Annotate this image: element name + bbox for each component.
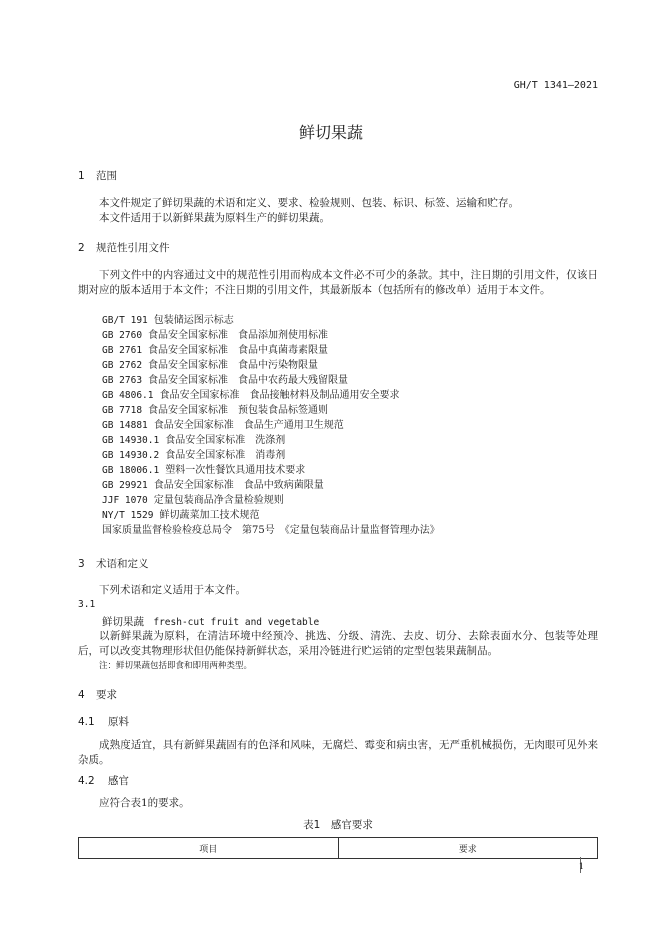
- reference-item: [78, 358, 598, 373]
- reference-title: 塑料一次性餐饮具通用技术要求: [165, 465, 306, 476]
- subsection-title: 感官: [108, 775, 129, 787]
- subsection-title: 原料: [108, 716, 129, 728]
- reference-code: GB 2761: [102, 345, 143, 356]
- reference-code: GB 7718: [102, 405, 143, 416]
- reference-item: [78, 388, 598, 403]
- reference-item: [78, 418, 598, 433]
- section-2-heading: [78, 240, 598, 255]
- section-1-heading: [78, 168, 598, 183]
- reference-code: GB 14881: [102, 420, 148, 431]
- reference-code: GB 14930.1: [102, 435, 160, 446]
- term-chinese: 鲜切果蔬: [102, 616, 144, 628]
- sensory-table: [78, 837, 598, 859]
- section-4-heading: [78, 687, 598, 702]
- table-caption: 表1 感官要求: [303, 819, 373, 831]
- reference-item: [78, 373, 598, 388]
- term-entry: [102, 614, 598, 629]
- reference-code: GB 18006.1: [102, 465, 160, 476]
- table-header-row: [79, 838, 598, 859]
- section-number: 2: [78, 242, 85, 254]
- reference-title: 食品安全国家标准 消毒剂: [165, 450, 286, 461]
- reference-code: GB 2762: [102, 360, 143, 371]
- page-number: 1: [578, 862, 584, 871]
- section-number: 4: [78, 689, 85, 701]
- reference-title: 食品安全国家标准 食品接触材料及制品通用安全要求: [159, 390, 400, 401]
- section-3-heading: [78, 556, 598, 571]
- reference-title: 鲜切蔬菜加工技术规范: [159, 510, 260, 521]
- document-title: 鲜切果蔬: [298, 123, 363, 142]
- reference-title: 定量包装商品净含量检验规则: [153, 495, 284, 506]
- reference-list: [78, 313, 598, 538]
- subsection-number: 4.1: [78, 716, 95, 728]
- reference-item: [78, 523, 598, 538]
- reference-title: 包装储运图示标志: [153, 315, 234, 326]
- section-number: 1: [78, 170, 85, 182]
- reference-item: [78, 343, 598, 358]
- subsection-number: 4.2: [78, 775, 95, 787]
- reference-item: [78, 493, 598, 508]
- reference-title: 食品安全国家标准 食品中致病菌限量: [153, 480, 324, 491]
- reference-title: 食品安全国家标准 洗涤剂: [165, 435, 286, 446]
- reference-title: 食品安全国家标准 食品生产通用卫生规范: [153, 420, 344, 431]
- reference-code: GB 14930.2: [102, 450, 160, 461]
- table-header-cell: 要求: [338, 838, 598, 859]
- section-title: 范围: [96, 170, 117, 182]
- reference-code: GB 2763: [102, 375, 143, 386]
- reference-title: 食品安全国家标准 食品中真菌毒素限量: [148, 345, 329, 356]
- section-4-2-heading: [78, 773, 598, 788]
- paragraph: 应符合表1的要求。: [99, 797, 190, 809]
- reference-code: GB 29921: [102, 480, 148, 491]
- section-title: 要求: [96, 689, 117, 701]
- table-header-cell: 项目: [79, 838, 339, 859]
- reference-code: GB/T 191: [102, 315, 148, 326]
- reference-title: 食品安全国家标准 食品中农药最大残留限量: [148, 375, 349, 386]
- reference-code: JJF 1070: [102, 495, 148, 506]
- paragraph: 下列文件中的内容通过文中的规范性引用而构成本文件必不可少的条款。其中，注日期的引用文件，仅该日期对应的版本适用于本文件；不注日期的引用文件，其最新版本（包括所有的修改单）适用于本文件。: [78, 269, 598, 296]
- note: 注：鲜切果蔬包括即食和即用两种类型。: [99, 661, 253, 671]
- reference-title: 食品安全国家标准 食品中污染物限量: [148, 360, 319, 371]
- reference-item: [78, 433, 598, 448]
- term-number: 3.1: [78, 599, 96, 610]
- reference-code: GB 4806.1: [102, 390, 154, 401]
- reference-item: [78, 328, 598, 343]
- reference-title: 食品安全国家标准 食品添加剂使用标准: [148, 330, 329, 341]
- reference-item: [78, 313, 598, 328]
- standard-number: GH/T 1341—2021: [513, 80, 598, 91]
- reference-title: 食品安全国家标准 预包装食品标签通则: [148, 405, 329, 416]
- paragraph: 成熟度适宜，具有新鲜果蔬固有的色泽和风味，无腐烂、霉变和病虫害，无严重机械损伤，无肉眼可见外来杂质。: [78, 739, 598, 766]
- reference-code: NY/T 1529: [102, 510, 154, 521]
- paragraph: 本文件规定了鲜切果蔬的术语和定义、要求、检验规则、包装、标识、标签、运输和贮存。: [99, 197, 519, 209]
- definition: 以新鲜果蔬为原料，在清洁环境中经预冷、挑选、分级、清洗、去皮、切分、去除表面水分、包装等处理后，可以改变其物理形状但仍能保持新鲜状态，采用冷链进行贮运销的定型包装果蔬制品。: [78, 630, 598, 657]
- reference-item: [78, 403, 598, 418]
- reference-item: [78, 508, 598, 523]
- reference-item: [78, 463, 598, 478]
- reference-item: [78, 478, 598, 493]
- section-number: 3: [78, 558, 85, 570]
- section-title: 术语和定义: [96, 558, 149, 570]
- reference-title: 国家质量监督检验检疫总局令 第75号 《定量包装商品计量监督管理办法》: [102, 525, 440, 536]
- section-4-1-heading: [78, 714, 598, 729]
- paragraph: 下列术语和定义适用于本文件。: [99, 584, 246, 596]
- term-english: fresh-cut fruit and vegetable: [153, 617, 320, 628]
- reference-item: [78, 448, 598, 463]
- reference-code: GB 2760: [102, 330, 143, 341]
- section-title: 规范性引用文件: [96, 242, 170, 254]
- paragraph: 本文件适用于以新鲜果蔬为原料生产的鲜切果蔬。: [99, 212, 330, 224]
